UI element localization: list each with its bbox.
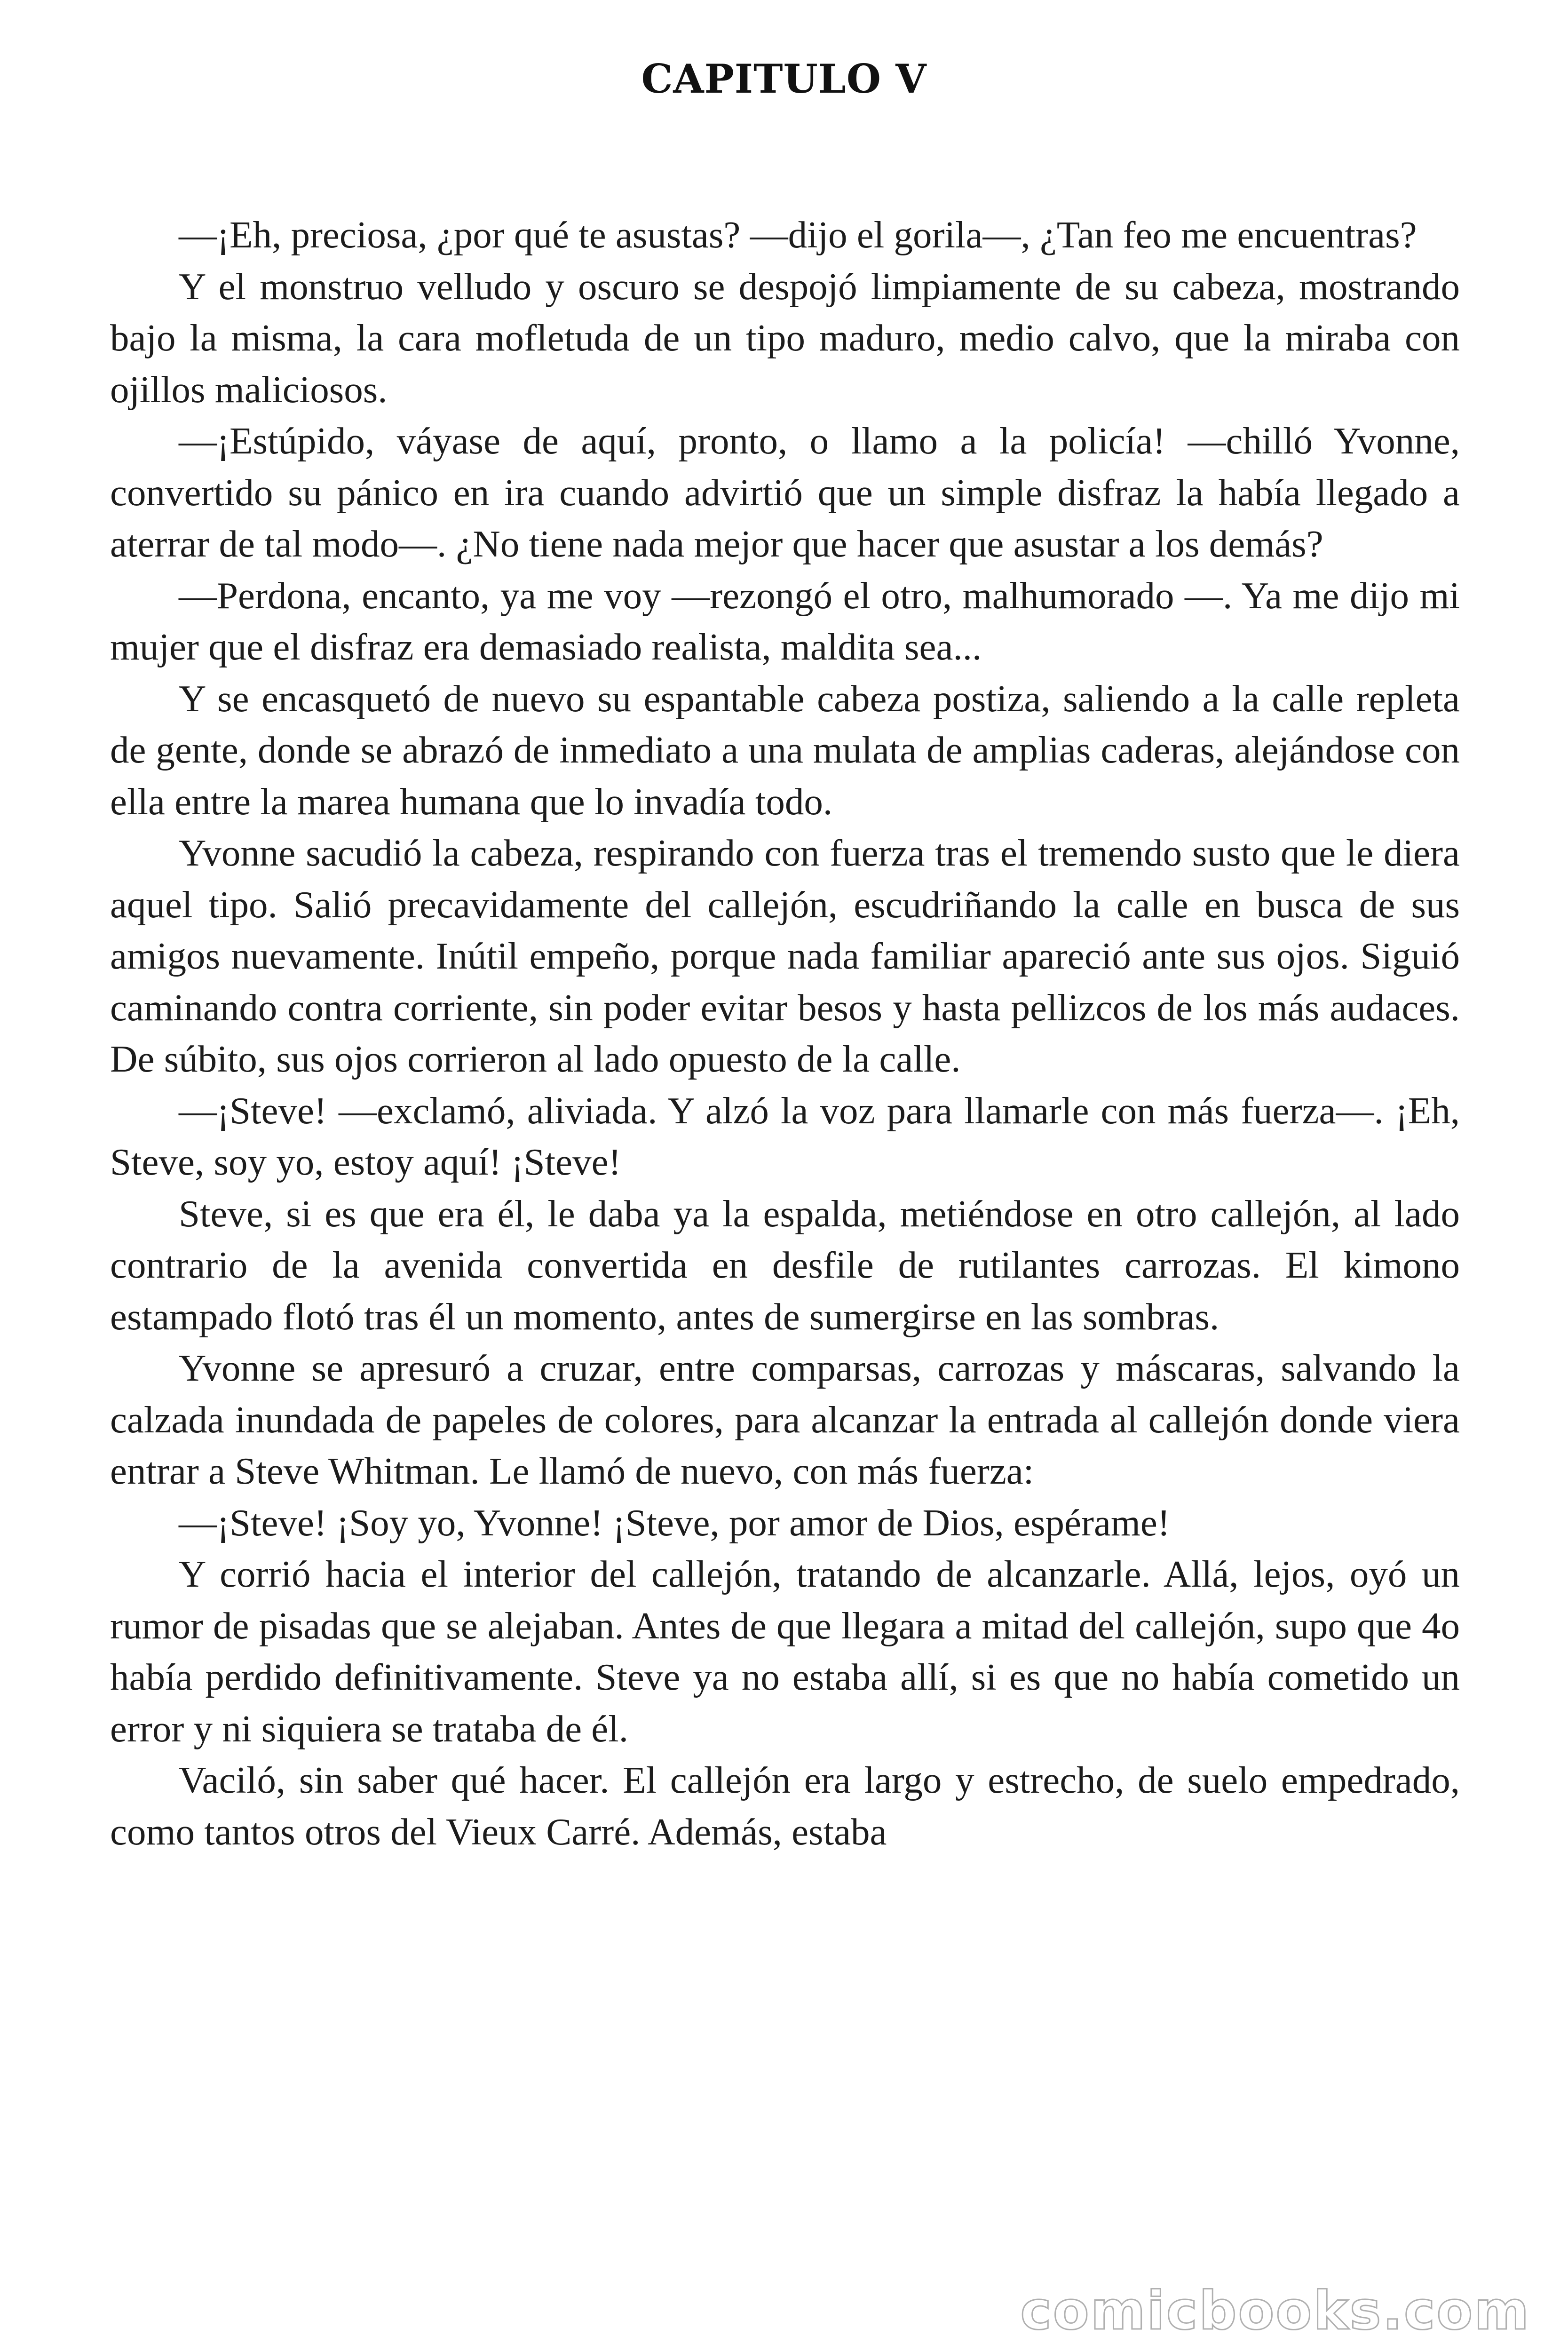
chapter-body: [110, 209, 1460, 1858]
paragraph: Steve, si es que era él, le daba ya la espalda, metiéndose en otro callejón, al lado contrario de la avenida convertida en desfile de rutilantes carrozas. El kimono estampado flotó tras él un momento, antes de sumergirse en las sombras.: [110, 1192, 1460, 1338]
paragraph: —¡Eh, preciosa, ¿por qué te asustas? —dijo el gorila—, ¿Tan feo me encuentras?: [179, 214, 1417, 256]
paragraph: Vaciló, sin saber qué hacer. El callejón era largo y estrecho, de suelo empedrado, como tantos otros del Vieux Carré. Además, estaba: [110, 1759, 1460, 1853]
paragraph: —¡Steve! —exclamó, aliviada. Y alzó la voz para llamarle con más fuerza—. ¡Eh, Steve, soy yo, estoy aquí! ¡Steve!: [110, 1089, 1460, 1183]
paragraph: Y el monstruo velludo y oscuro se despojó limpiamente de su cabeza, mostrando bajo la misma, la cara mofletuda de un tipo maduro, medio calvo, que la miraba con ojillos maliciosos.: [110, 265, 1460, 411]
site-watermark: comicbooks.com: [992, 2280, 1535, 2342]
paragraph: Y corrió hacia el interior del callejón, tratando de alcanzarle. Allá, lejos, oyó un rumor de pisadas que se alejaban. Antes de que llegara a mitad del callejón, supo que 4o había perdido definitivamente. Steve ya no estaba allí, si es que no había cometido un error y ni siquiera se trataba de él.: [110, 1553, 1460, 1750]
paragraph: Yvonne se apresuró a cruzar, entre comparsas, carrozas y máscaras, salvando la calzada inundada de papeles de colores, para alcanzar la entrada al callejón donde viera entrar a Steve Whitman. Le llamó de nuevo, con más fuerza:: [110, 1347, 1460, 1492]
paragraph: —¡Steve! ¡Soy yo, Yvonne! ¡Steve, por amor de Dios, espérame!: [179, 1501, 1170, 1544]
paragraph: —Perdona, encanto, ya me voy —rezongó el otro, malhumorado —. Ya me dijo mi mujer que el disfraz era demasiado realista, maldita sea...: [110, 574, 1460, 668]
paragraph: Y se encasquetó de nuevo su espantable cabeza postiza, saliendo a la calle repleta de gente, donde se abrazó de inmediato a una mulata de amplias caderas, alejándose con ella entre la marea humana que lo invadía todo.: [110, 677, 1460, 823]
chapter-title: CAPITULO V: [641, 56, 927, 102]
paragraph: Yvonne sacudió la cabeza, respirando con fuerza tras el tremendo susto que le diera aquel tipo. Salió precavidamente del callejón, escudriñando la calle en busca de sus amigos nuevamente. Inútil empeño, porque nada familiar apareció ante sus ojos. Siguió caminando contra corriente, sin poder evitar besos y hasta pellizcos de los más audaces. De súbito, sus ojos corrieron al lado opuesto de la calle.: [110, 832, 1460, 1080]
paragraph: —¡Estúpido, váyase de aquí, pronto, o llamo a la policía! —chilló Yvonne, convertido su pánico en ira cuando advirtió que un simple disfraz la había llegado a aterrar de tal modo—. ¿No tiene nada mejor que hacer que asustar a los demás?: [110, 420, 1460, 565]
